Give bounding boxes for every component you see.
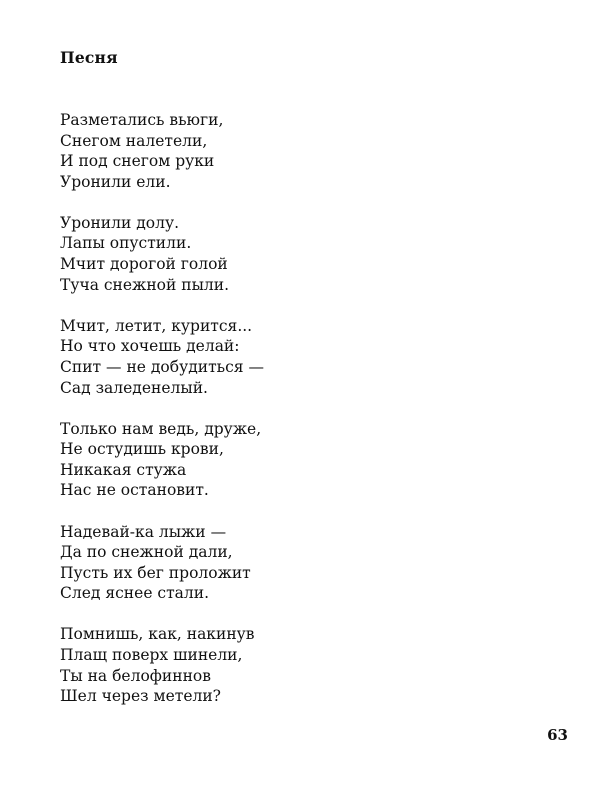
stanza-1 [60,110,540,192]
poem-line: Уронили ели. [60,172,171,191]
poem-line: Плащ поверх шинели, [60,645,243,664]
stanza-5 [60,522,540,604]
poem-line: Никакая стужа [60,460,187,479]
poem-line: Сад заледенелый. [60,378,208,397]
stanza-6 [60,624,540,706]
poem-line: Уронили долу. [60,213,179,232]
stanza-3 [60,316,540,398]
poem-line: Нас не остановит. [60,481,209,500]
poem-line: Надевай-ка лыжи — [60,522,227,541]
page-number: 63 [547,726,568,744]
poem-body [60,110,540,727]
poem-line: Только нам ведь, друже, [60,419,262,438]
poem-line: Лапы опустили. [60,234,192,253]
poem-line: Пусть их бег проложит [60,563,251,582]
poem-line: И под снегом руки [60,152,215,171]
poem-line: Разметались вьюги, [60,111,224,129]
poem-line: Но что хочешь делай: [60,337,240,356]
poem-line: Ты на белофиннов [60,666,211,685]
poem-line: Мчит, летит, курится... [60,316,253,335]
poem-line: Мчит дорогой голой [60,255,228,274]
poem-line: Снегом налетели, [60,131,208,150]
poem-line: След яснее стали. [60,584,210,603]
poem-line: Помнишь, как, накинув [60,625,255,644]
poem-line: Туча снежной пыли. [60,275,230,294]
poem-line: Да по снежной дали, [60,543,233,562]
stanza-4 [60,419,540,501]
poem-title: Песня [60,48,118,67]
poem-line: Шел через метели? [60,687,221,706]
stanza-2 [60,213,540,295]
poem-line: Не остудишь крови, [60,440,224,459]
poem-line: Спит — не добудиться — [60,357,264,376]
